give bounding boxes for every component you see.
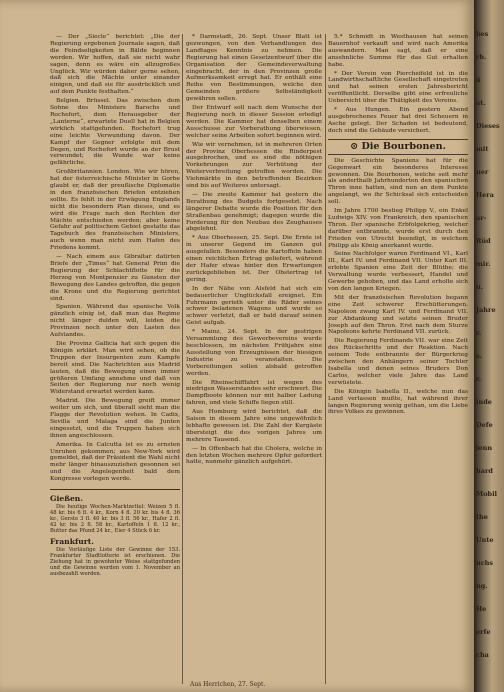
box-paragraph: Die Vorläufige Liste der Gewinne der 153. Frankfurter Stadtlotterie ist erschienen. Die Ziehung hat in gewohnter Weise stattgefunden und die Gewinne werden vom 1. November an ausbezahlt werden. (50, 546, 180, 577)
spine-fragment: mir. (476, 260, 491, 268)
article-paragraph: Die Provinz Gallicia hat sich gegen die Königin erklärt. Man wird sehen, ob die Truppen der Insurgenten zum Kampfe bereit sind. Die Nachrichten aus Madrid lauten, daß die Bewegung einen immer größeren Umfang annehme und daß von Seiten der Regierung nur noch wenig Widerstand erwartet werden kann. (50, 340, 180, 396)
article-paragraph: Spanien. Während das spanische Volk gänzlich einig ist, daß man das Regime nicht länger dulden will, leiden die Provinzen noch unter den Lasten des Aufstandes. (50, 304, 180, 339)
spine-fragment: inde (476, 398, 492, 406)
article-paragraph: Die Rheinschifffahrt ist wegen des niedrigen Wasserstandes sehr erschwert. Die Dampfboote können nur mit halber Ladung fahren, und viele Schiffe liegen still. (186, 379, 322, 407)
spine-fragment: hard (476, 467, 493, 475)
feature-paragraph: Die Geschichte Spaniens hat für die Gegenwart ein besonderes Interesse gewonnen. Die Bourbonen, welche seit mehr als anderthalb Jahrhunderten den spanischen Thron inne hatten, sind nun an dem Punkte angelangt, wo ihr Schicksal sich entscheiden soll. (328, 157, 468, 206)
article-paragraph: — Die zweite Kammer hat gestern die Berathung des Budgets fortgesetzt. Nach längerer Debatte wurde die Position für den Straßenbau genehmigt; dagegen wurde die Forderung für den Neubau des Zeughauses abgelehnt. (186, 191, 322, 233)
article-paragraph: 5.* Schmidt in Westhausen hat seinen Bauernhof verkauft und wird nach Amerika auswandern. Man sagt, daß er eine ansehnliche Summe für das Gut erhalten habe. (328, 34, 468, 68)
spine-fragment: at. (476, 99, 486, 107)
box-heading: Frankfurt. (50, 536, 94, 546)
column-3 (328, 34, 468, 684)
spine-fragment: Defe (476, 421, 493, 429)
spine-fragment: bes (476, 30, 489, 38)
bottom-line: Aus Herrichen, 27. Sept. (190, 681, 266, 688)
spine-fragment: ner (476, 168, 489, 176)
spine-fragment: u. (476, 283, 483, 291)
article-paragraph: In der Nähe von Alsfeld hat sich ein bedauerlicher Unglücksfall ereignet. Ein Fuhrmann gerieth unter die Räder seines schwer beladenen Wagens und wurde so schwer verletzt, daß er bald darauf seinen Geist aufgab. (186, 285, 322, 327)
spine-fragment: Dieses (476, 122, 500, 130)
spine-fragment: mit (476, 145, 489, 153)
article-paragraph: Belgien. Brüssel. Das zwischen dem Sohne des Ministers Barochs und Rochefort, dem Herausgeber der „Lanterne“, erwartete Duell hat in Belgien wirklich stattgefunden. Rochefort trug eine leichte Verwundung davon. Der Kampf der Gegner erfolgte mit dem Degen, und Rochefort wurde an der Brust verwundet; die Wunde war keine gefährliche. (50, 98, 180, 167)
spine-fragment: uchs (476, 559, 494, 567)
spine-fragment: ü (476, 76, 481, 84)
article-paragraph: Aus Homburg wird berichtet, daß die Saison in diesem Jahre eine ungewöhnlich lebhafte gewesen ist. Die Zahl der Kurgäste übersteigt die des vorigen Jahres um mehrere Tausend. (186, 409, 322, 443)
article-paragraph: * Mainz, 24. Sept. In der gestrigen Versammlung des Gewerbevereins wurde beschlossen, im nächsten Frühjahre eine Ausstellung von Erzeugnissen der hiesigen Industrie zu veranstalten. Die Vorbereitungen sollen alsbald getroffen werden. (186, 329, 322, 377)
spine-fragment: Unte (476, 536, 494, 544)
feature-paragraph: Im Jahre 1700 bestieg Philipp V., ein Enkel Ludwigs XIV. von Frankreich, den spanischen Thron. Der spanische Erbfolgekrieg, welcher darüber entbrannte, wurde erst durch den Frieden von Utrecht beendigt, in welchem Philipp als König anerkannt wurde. (328, 208, 468, 249)
box-paragraph: Die heutige Wochen-Marktzettel: Weizen 5 fl. 48 kr. bis 6 fl. 4 kr., Korn 4 fl. 20 kr. bis 4 fl. 36 kr., Gerste 3 fl. 40 kr. bis 3 fl. 56 kr., Hafer 2 fl. 42 kr. bis 2 fl. 58 kr., Kartoffeln 1 fl. 12 kr., Butter das Pfund 24 kr., Eier 4 Stück 6 kr. (50, 504, 180, 535)
spine-fragment: ng. (476, 582, 488, 590)
article-paragraph: Madrid. Die Bewegung greift immer weiter um sich, und überall sieht man die Flagge der Revolution wehen. In Cadix, Sevilla und Malaga sind die Junten eingesetzt, und die Truppen haben sich ihnen angeschlossen. (50, 398, 180, 439)
article-paragraph: * Aus Oberhessen, 25. Sept. Die Ernte ist in unserer Gegend im Ganzen gut ausgefallen. Besonders die Kartoffeln haben einen reichlichen Ertrag geliefert, während der Hafer etwas hinter den Erwartungen zurückgeblieben ist. Der Obstertrag ist gering. (186, 235, 322, 283)
spine-fragment: ar- (476, 214, 487, 222)
spine-fragment: Mobil (476, 490, 498, 498)
column-1 (50, 34, 180, 684)
spine-fragment: r. (476, 329, 482, 337)
article-paragraph: — In Offenbach hat die Cholera, welche in den letzten Wochen mehrere Opfer gefordert hatte, nunmehr gänzlich aufgehört. (186, 445, 322, 466)
spine-fragment: Jahre (476, 306, 496, 314)
column-divider (325, 34, 326, 684)
spine-fragment: cha (476, 651, 489, 659)
box-heading: Gießen. (50, 494, 83, 504)
feature-heading: ⊙ Die Bourbonen. (328, 139, 468, 155)
local-news-box (50, 489, 180, 577)
spine-fragment: r. (476, 375, 482, 383)
spine-fragment: Rüd (476, 237, 491, 245)
column-divider (182, 34, 183, 684)
feature-paragraph: Die Regierung Ferdinands VII. war eine Zeit des Rückschritts und der Reaktion. Nach seinem Tode entbrannte der Bürgerkrieg zwischen den Anhängern seiner Tochter Isabella und denen seines Bruders Don Carlos, welcher viele Jahre das Land verwüstete. (328, 338, 468, 386)
article-paragraph: * Darmstadt, 26. Sept. Unser Blatt ist gezwungen, von den Verhandlungen des Landtages Kenntnis zu nehmen. Die Regierung hat einen Gesetzentwurf über die Organisation der Gemeindeverwaltung eingebracht, der in den Provinzen große Aufmerksamkeit erregt hat. Er enthält eine Reihe von Bestimmungen, welche den Gemeinden größere Selbständigkeit gewähren sollen. (186, 34, 322, 103)
spine-fragment: the (476, 513, 488, 521)
article-paragraph: Der Entwurf soll nach dem Wunsche der Regierung noch in dieser Session erledigt werden. Die Kammer hat denselben einem Ausschusse zur Vorberathung überwiesen, welcher seine Arbeiten sofort beginnen wird. (186, 105, 322, 139)
article-paragraph: * Aus Hungen. Ein gestern Abend ausgebrochenes Feuer hat drei Scheuern in Asche gelegt. Der Schaden ist bedeutend, doch sind die Gebäude versichert. (328, 107, 468, 134)
feature-paragraph: Mit der französischen Revolution begann eine Zeit schwerer Erschütterungen. Napoleon zwang Karl IV. und Ferdinand VII. zur Abdankung und setzte seinen Bruder Joseph auf den Thron. Erst nach dem Sturze Napoleons kehrte Ferdinand VII. zurück. (328, 294, 468, 336)
feature-paragraph: Die Königin Isabella II., welche nun das Land verlassen mußte, hat während ihrer langen Regierung wenig gethan, um die Liebe ihres Volkes zu gewinnen. (328, 388, 468, 416)
article-paragraph: * Der Verein von Piercheifeld ist in die Landwirthschaftliche Gesellschaft eingetreten und hat seinen ersten Jahresbericht veröffentlicht. Derselbe gibt eine erfreuliche Uebersicht über die Thätigkeit des Vereins. (328, 70, 468, 105)
spine-fragment: rb. (476, 53, 487, 61)
article-paragraph: Großbritannien. London. Wie wir hören, hat der österreichische Minister in Gorbe glaubt er, daß der preußische Diplomatie in den französischen Briefen entziehen sollte. Es fehlt in der Erwägung Englands nicht die besondern Plan dieses, und es wird die Frage nach den Rechten der Mächte entschieden werden; aber keine Gefahr auf politischem Gebiet gestatte das Tagebuch des französischen Ministers, auch wenn man nicht zum Hafen des Friedens kommt. (50, 169, 180, 252)
feature-paragraph: Seine Nachfolger waren Ferdinand VI., Karl III., Karl IV. und Ferdinand VII. Unter Karl III. erlebte Spanien eine Zeit der Blüthe; die Verwaltung wurde verbessert, Handel und Gewerbe gehoben, und das Land erholte sich von den langen Kriegen. (328, 251, 468, 292)
spine-fragment: He (476, 605, 487, 613)
spine-fragment: s. (476, 352, 482, 360)
article-paragraph: — Der „Siecle“ berichtet: „Die der Regierung ergebenen Journale sagen, daß die Feindseligkeiten in Bälde beginnen werden. Wir hoffen, daß sie nicht wahr sagen, denn es wäre ein allzugroßes Unglück. Wir würden daher gerne sehen, daß sich die Mächte unter einander einigen, und daß sie für ausdrücklich und auf dem Punkte festhalten.“ (50, 34, 180, 96)
article-paragraph: Amerika. In Calcutta ist es zu ernsten Unruhen gekommen; aus New-York wird gemeldet, daß der Präsident die Wahl nicht mehr länger hinauszuziehen gesonnen sei und die Angelegenheit bald dem Kongresse vorlegen werde. (50, 441, 180, 483)
column-2 (186, 34, 322, 684)
spine-fragment: Hera (476, 191, 494, 199)
article-paragraph: Wie wir vernehmen, ist in mehreren Orten der Provinz Oberhessen die Rinderpest ausgebrochen, und es sind die nöthigen Vorkehrungen zur Verhütung der Weiterverbreitung getroffen worden. Die Viehmärkte in den betreffenden Bezirken sind bis auf Weiteres untersagt. (186, 141, 322, 190)
article-paragraph: — Nach einem aus Gibraltar datirten Briefe der „Times“ hat General Prim die Regierung der Schlachtflotte für die Herzog von Montpensier zu Gunsten der Bewegung des Landes getroffen, die gegen die Krone und die Regierung gerichtet sind. (50, 254, 180, 302)
spine-fragment: erfe (476, 628, 491, 636)
spine-fragment: ienn (476, 444, 493, 452)
adjacent-page-edge (474, 0, 504, 692)
